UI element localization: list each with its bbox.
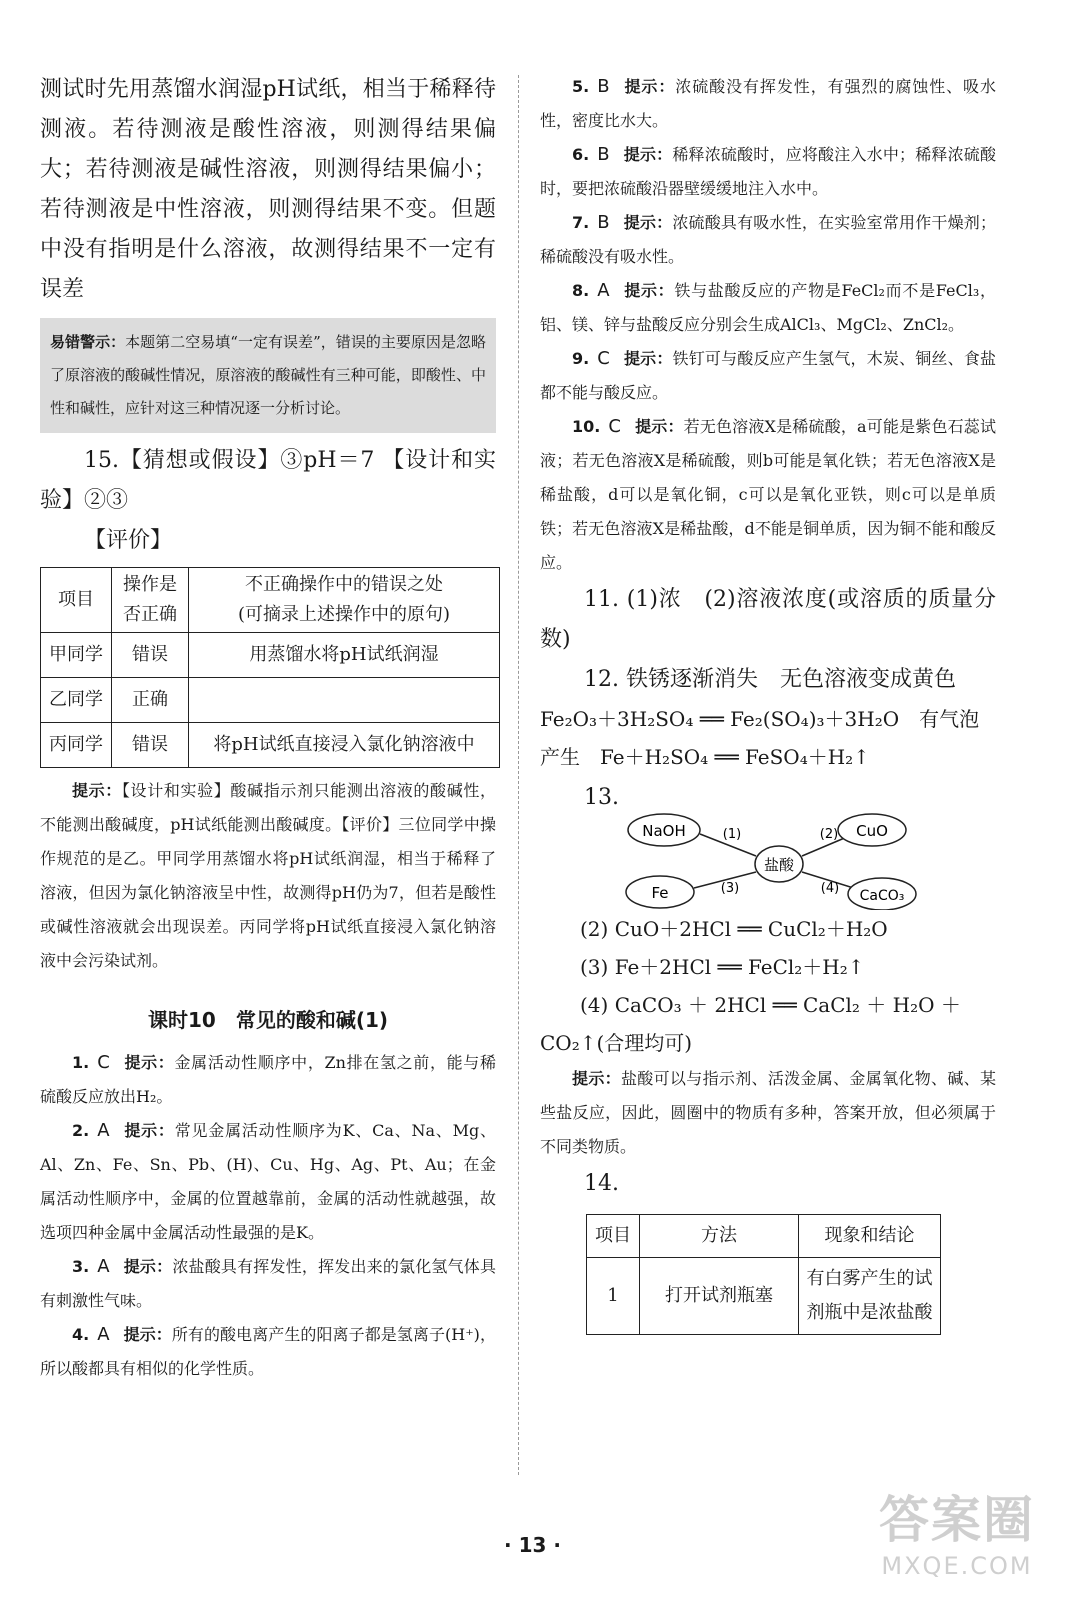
evaluation-label: 【评价】 <box>84 528 173 553</box>
table-cell: 丙同学 <box>41 723 112 768</box>
link-label-1: (1) <box>722 827 742 842</box>
section-title: 课时10 常见的酸和碱(1) <box>147 1008 389 1032</box>
warning-box <box>40 318 496 433</box>
table-row <box>587 1258 941 1335</box>
equation-2: (2) CuO＋2HCl ══ CuCl₂＋H₂O <box>580 917 888 941</box>
table-cell: 甲同学 <box>41 633 112 678</box>
watermark-logo: 答案圈 <box>879 1491 1035 1549</box>
answer-item: 6. B 提示：稀释浓硫酸时，应将酸注入水中；稀释浓硫酸时，要把浓硫酸沿器壁缓缓地注入水中。 <box>540 144 996 198</box>
cuo-label: CuO <box>856 822 888 840</box>
evaluation-table <box>40 567 500 768</box>
answer-item: 7. B 提示：浓硫酸具有吸水性，在实验室常用作干燥剂；稀硫酸没有吸水性。 <box>540 212 996 266</box>
question-15: 15.【猜想或假设】③pH＝7 【设计和实验】②③ <box>40 448 496 513</box>
answer-item: 3. A 提示：浓盐酸具有挥发性，挥发出来的氯化氢气体具有刺激性气味。 <box>40 1256 496 1310</box>
table-cell: 有白雾产生的试剂瓶中是浓盐酸 <box>799 1258 941 1335</box>
naoh-label: NaOH <box>642 822 686 840</box>
tip-text: 盐酸可以与指示剂、活泼金属、金属氧化物、碱、某些盐反应，因此，圆圈中的物质有多种，答案开放，但必须属于不同类物质。 <box>540 1069 996 1156</box>
page-number: · 13 · <box>504 1533 561 1557</box>
table-cell: 错误 <box>112 723 189 768</box>
table-header-cell: 操作是否正确 <box>112 568 189 633</box>
method-table <box>586 1214 941 1335</box>
watermark-url: MXQE.COM <box>881 1552 1033 1580</box>
table-row <box>41 633 500 678</box>
caco3-label: CaCO₃ <box>859 888 905 904</box>
table-header-cell <box>189 568 500 633</box>
answer-item: 4. A 提示：所有的酸电离产生的阳离子都是氢离子(H⁺)，所以酸都具有相似的化学性质。 <box>40 1324 496 1378</box>
answer-item: 8. A 提示：铁与盐酸反应的产物是FeCl₂而不是FeCl₃，铝、镁、锌与盐酸反应分别会生成AlCl₃、MgCl₂、ZnCl₂。 <box>540 280 996 334</box>
fe-label: Fe <box>651 884 669 902</box>
tip-label: 提示： <box>572 1069 621 1088</box>
table-header-cell: 现象和结论 <box>799 1215 941 1258</box>
equation-3: (3) Fe＋2HCl ══ FeCl₂＋H₂↑ <box>580 955 865 979</box>
watermark <box>879 1480 1035 1580</box>
table-header-cell: 项目 <box>587 1215 640 1258</box>
table-header-cell: 方法 <box>640 1215 799 1258</box>
table-cell: 将pH试纸直接浸入氯化钠溶液中 <box>189 723 500 768</box>
answer-item: 1. C 提示：金属活动性顺序中，Zn排在氢之前，能与稀硫酸反应放出H₂。 <box>40 1052 496 1106</box>
link-label-3: (3) <box>720 881 740 896</box>
question-12-equations: Fe₂O₃＋3H₂SO₄ ══ Fe₂(SO₄)₃＋3H₂O 有气泡产生 Fe＋H₂SO₄ ══ FeSO₄＋H₂↑ <box>540 707 980 769</box>
warning-label: 易错警示： <box>50 333 126 351</box>
table-row <box>41 723 500 768</box>
reaction-diagram <box>624 810 924 910</box>
table-header-line: 不正确操作中的错误之处 <box>245 574 443 595</box>
question-12: 12. 铁锈逐渐消失 无色溶液变成黄色 <box>584 667 956 692</box>
question-14: 14. <box>584 1171 619 1196</box>
question-13: 13. <box>584 785 619 810</box>
tip-15 <box>40 774 496 978</box>
equation-4: (4) CaCO₃ ＋ 2HCl ══ CaCl₂ ＋ H₂O ＋ CO₂↑(合理均可) <box>540 993 961 1055</box>
warning-text: 本题第二空易填“一定有误差”，错误的主要原因是忽略了原溶液的酸碱性情况，原溶液的酸碱性有三种可能，即酸性、中性和碱性，应针对这三种情况逐一分析讨论。 <box>50 333 486 417</box>
left-column <box>40 70 496 1386</box>
table-row <box>41 678 500 723</box>
table-cell: 1 <box>587 1258 640 1335</box>
table-cell: 乙同学 <box>41 678 112 723</box>
table-header-row <box>41 568 500 633</box>
table-cell: 正确 <box>112 678 189 723</box>
table-cell <box>189 678 500 723</box>
table-cell: 打开试剂瓶塞 <box>640 1258 799 1335</box>
table-cell: 用蒸馏水将pH试纸润湿 <box>189 633 500 678</box>
answer-item: 5. B 提示：浓硫酸没有挥发性，有强烈的腐蚀性、吸水性，密度比水大。 <box>540 76 996 130</box>
right-column <box>540 70 996 1335</box>
link-label-2: (2) <box>819 827 839 842</box>
answer-item: 9. C 提示：铁钉可与酸反应产生氢气，木炭、铜丝、食盐都不能与酸反应。 <box>540 348 996 402</box>
question-11: 11. (1)浓 (2)溶液浓度(或溶质的质量分数) <box>540 587 996 652</box>
intro-paragraph: 测试时先用蒸馏水润湿pH试纸，相当于稀释待测液。若待测液是酸性溶液，则测得结果偏大；若待测液是碱性溶液，则测得结果偏小；若待测液是中性溶液，则测得结果不变。但题中没有指明是什么溶液，故测得结果不一定有误差 <box>40 77 496 302</box>
answer-item: 2. A 提示：常见金属活动性顺序为K、Ca、Na、Mg、Al、Zn、Fe、Sn、Pb、(H)、Cu、Hg、Ag、Pt、Au；在金属活动性顺序中，金属的位置越靠前，金属的活动性就越强，故选项四种金属中金属活动性最强的是K。 <box>40 1120 496 1242</box>
tip-text: 【设计和实验】酸碱指示剂只能测出溶液的酸碱性，不能测出酸碱度，pH试纸能测出酸碱度。【评价】三位同学中操作规范的是乙。甲同学用蒸馏水将pH试纸润湿，相当于稀释了溶液，但因为氯化钠溶液呈中性，故测得pH仍为7，但若是酸性或碱性溶液就会出现误差。丙同学将pH试纸直接浸入氯化钠溶液中会污染试剂。 <box>40 781 496 970</box>
answer-item: 10. C 提示：若无色溶液X是稀硫酸，a可能是紫色石蕊试液；若无色溶液X是稀硫酸，则b可能是氧化铁；若无色溶液X是稀盐酸，d可以是氧化铜，c可以是氧化亚铁，则c可以是单质铁；若无色溶液X是稀盐酸，d不能是铜单质，因为铜不能和酸反应。 <box>540 416 996 572</box>
table-header-row <box>587 1215 941 1258</box>
column-divider <box>518 75 519 1475</box>
table-header-line: (可摘录上述操作中的原句) <box>237 604 451 625</box>
hcl-label: 盐酸 <box>763 856 795 874</box>
table-cell: 错误 <box>112 633 189 678</box>
tip-13 <box>540 1062 996 1164</box>
tip-label: 提示： <box>72 781 122 800</box>
table-header-cell: 项目 <box>41 568 112 633</box>
link-label-4: (4) <box>820 881 840 896</box>
